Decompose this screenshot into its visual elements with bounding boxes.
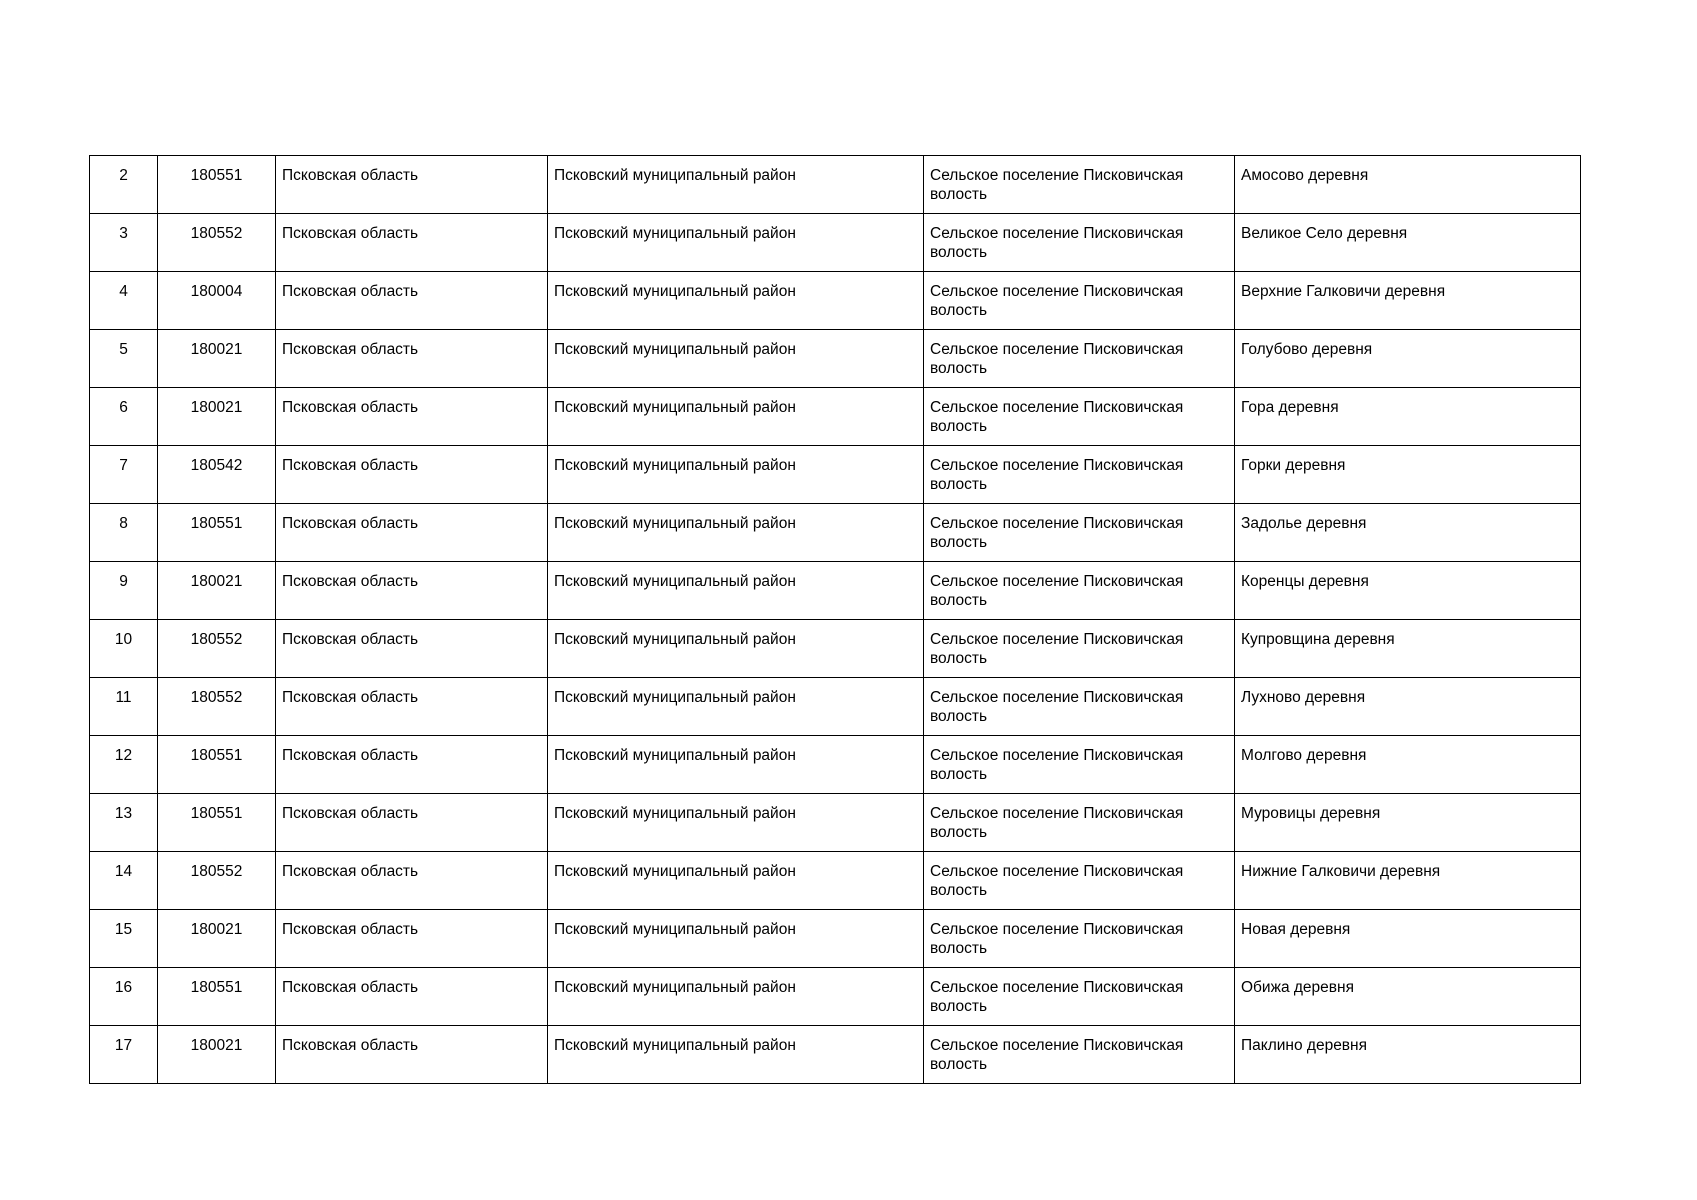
locality-cell: Гора деревня [1235, 388, 1581, 446]
settlement-cell: Сельское поселение Писковичская волость [924, 562, 1235, 620]
row-number: 7 [90, 446, 158, 504]
locality-cell: Коренцы деревня [1235, 562, 1581, 620]
table-body [90, 156, 1581, 1084]
table-row [90, 330, 1581, 388]
district-cell: Псковский муниципальный район [548, 1026, 924, 1084]
settlement-cell: Сельское поселение Писковичская волость [924, 620, 1235, 678]
settlement-cell: Сельское поселение Писковичская волость [924, 156, 1235, 214]
district-cell: Псковский муниципальный район [548, 852, 924, 910]
district-cell: Псковский муниципальный район [548, 678, 924, 736]
settlement-cell: Сельское поселение Писковичская волость [924, 272, 1235, 330]
settlement-cell: Сельское поселение Писковичская волость [924, 910, 1235, 968]
table-row [90, 214, 1581, 272]
table-row [90, 736, 1581, 794]
row-number: 10 [90, 620, 158, 678]
row-number: 11 [90, 678, 158, 736]
row-number: 6 [90, 388, 158, 446]
table-row [90, 1026, 1581, 1084]
table-row [90, 272, 1581, 330]
settlement-cell: Сельское поселение Писковичская волость [924, 214, 1235, 272]
postal-code: 180551 [158, 794, 276, 852]
district-cell: Псковский муниципальный район [548, 156, 924, 214]
district-cell: Псковский муниципальный район [548, 562, 924, 620]
postal-code: 180551 [158, 504, 276, 562]
table-row [90, 968, 1581, 1026]
postal-code: 180551 [158, 156, 276, 214]
row-number: 16 [90, 968, 158, 1026]
region-cell: Псковская область [276, 330, 548, 388]
postal-code: 180552 [158, 678, 276, 736]
region-cell: Псковская область [276, 214, 548, 272]
row-number: 3 [90, 214, 158, 272]
locality-cell: Новая деревня [1235, 910, 1581, 968]
region-cell: Псковская область [276, 562, 548, 620]
district-cell: Псковский муниципальный район [548, 910, 924, 968]
postal-code: 180021 [158, 330, 276, 388]
settlement-cell: Сельское поселение Писковичская волость [924, 1026, 1235, 1084]
settlement-cell: Сельское поселение Писковичская волость [924, 388, 1235, 446]
row-number: 15 [90, 910, 158, 968]
settlement-cell: Сельское поселение Писковичская волость [924, 330, 1235, 388]
locality-cell: Молгово деревня [1235, 736, 1581, 794]
district-cell: Псковский муниципальный район [548, 272, 924, 330]
district-cell: Псковский муниципальный район [548, 214, 924, 272]
district-cell: Псковский муниципальный район [548, 388, 924, 446]
table-row [90, 620, 1581, 678]
district-cell: Псковский муниципальный район [548, 968, 924, 1026]
settlement-cell: Сельское поселение Писковичская волость [924, 504, 1235, 562]
region-cell: Псковская область [276, 446, 548, 504]
locality-cell: Купровщина деревня [1235, 620, 1581, 678]
settlement-cell: Сельское поселение Писковичская волость [924, 794, 1235, 852]
region-cell: Псковская область [276, 794, 548, 852]
region-cell: Псковская область [276, 910, 548, 968]
district-cell: Псковский муниципальный район [548, 330, 924, 388]
settlement-cell: Сельское поселение Писковичская волость [924, 678, 1235, 736]
locality-cell: Нижние Галковичи деревня [1235, 852, 1581, 910]
postal-code: 180551 [158, 968, 276, 1026]
postal-code: 180004 [158, 272, 276, 330]
region-cell: Псковская область [276, 620, 548, 678]
row-number: 8 [90, 504, 158, 562]
locality-cell: Обижа деревня [1235, 968, 1581, 1026]
address-registry-table [89, 155, 1581, 1084]
settlement-cell: Сельское поселение Писковичская волость [924, 852, 1235, 910]
row-number: 17 [90, 1026, 158, 1084]
table-row [90, 156, 1581, 214]
locality-cell: Голубово деревня [1235, 330, 1581, 388]
postal-code: 180021 [158, 910, 276, 968]
district-cell: Псковский муниципальный район [548, 446, 924, 504]
postal-code: 180552 [158, 620, 276, 678]
table-row [90, 562, 1581, 620]
row-number: 2 [90, 156, 158, 214]
locality-cell: Верхние Галковичи деревня [1235, 272, 1581, 330]
locality-cell: Паклино деревня [1235, 1026, 1581, 1084]
row-number: 14 [90, 852, 158, 910]
locality-cell: Великое Село деревня [1235, 214, 1581, 272]
postal-code: 180552 [158, 214, 276, 272]
region-cell: Псковская область [276, 968, 548, 1026]
table-row [90, 678, 1581, 736]
locality-cell: Лухново деревня [1235, 678, 1581, 736]
locality-cell: Задолье деревня [1235, 504, 1581, 562]
postal-code: 180021 [158, 388, 276, 446]
district-cell: Псковский муниципальный район [548, 736, 924, 794]
region-cell: Псковская область [276, 1026, 548, 1084]
region-cell: Псковская область [276, 504, 548, 562]
row-number: 4 [90, 272, 158, 330]
region-cell: Псковская область [276, 678, 548, 736]
region-cell: Псковская область [276, 272, 548, 330]
table-row [90, 910, 1581, 968]
settlement-cell: Сельское поселение Писковичская волость [924, 968, 1235, 1026]
row-number: 13 [90, 794, 158, 852]
postal-code: 180542 [158, 446, 276, 504]
locality-cell: Муровицы деревня [1235, 794, 1581, 852]
region-cell: Псковская область [276, 388, 548, 446]
district-cell: Псковский муниципальный район [548, 794, 924, 852]
settlement-cell: Сельское поселение Писковичская волость [924, 446, 1235, 504]
region-cell: Псковская область [276, 852, 548, 910]
postal-code: 180021 [158, 1026, 276, 1084]
district-cell: Псковский муниципальный район [548, 620, 924, 678]
district-cell: Псковский муниципальный район [548, 504, 924, 562]
locality-cell: Амосово деревня [1235, 156, 1581, 214]
settlement-cell: Сельское поселение Писковичская волость [924, 736, 1235, 794]
postal-code: 180551 [158, 736, 276, 794]
locality-cell: Горки деревня [1235, 446, 1581, 504]
region-cell: Псковская область [276, 156, 548, 214]
row-number: 12 [90, 736, 158, 794]
postal-code: 180021 [158, 562, 276, 620]
postal-code: 180552 [158, 852, 276, 910]
table-row [90, 446, 1581, 504]
table-row [90, 388, 1581, 446]
row-number: 5 [90, 330, 158, 388]
region-cell: Псковская область [276, 736, 548, 794]
table-row [90, 794, 1581, 852]
table-row [90, 852, 1581, 910]
row-number: 9 [90, 562, 158, 620]
table-row [90, 504, 1581, 562]
